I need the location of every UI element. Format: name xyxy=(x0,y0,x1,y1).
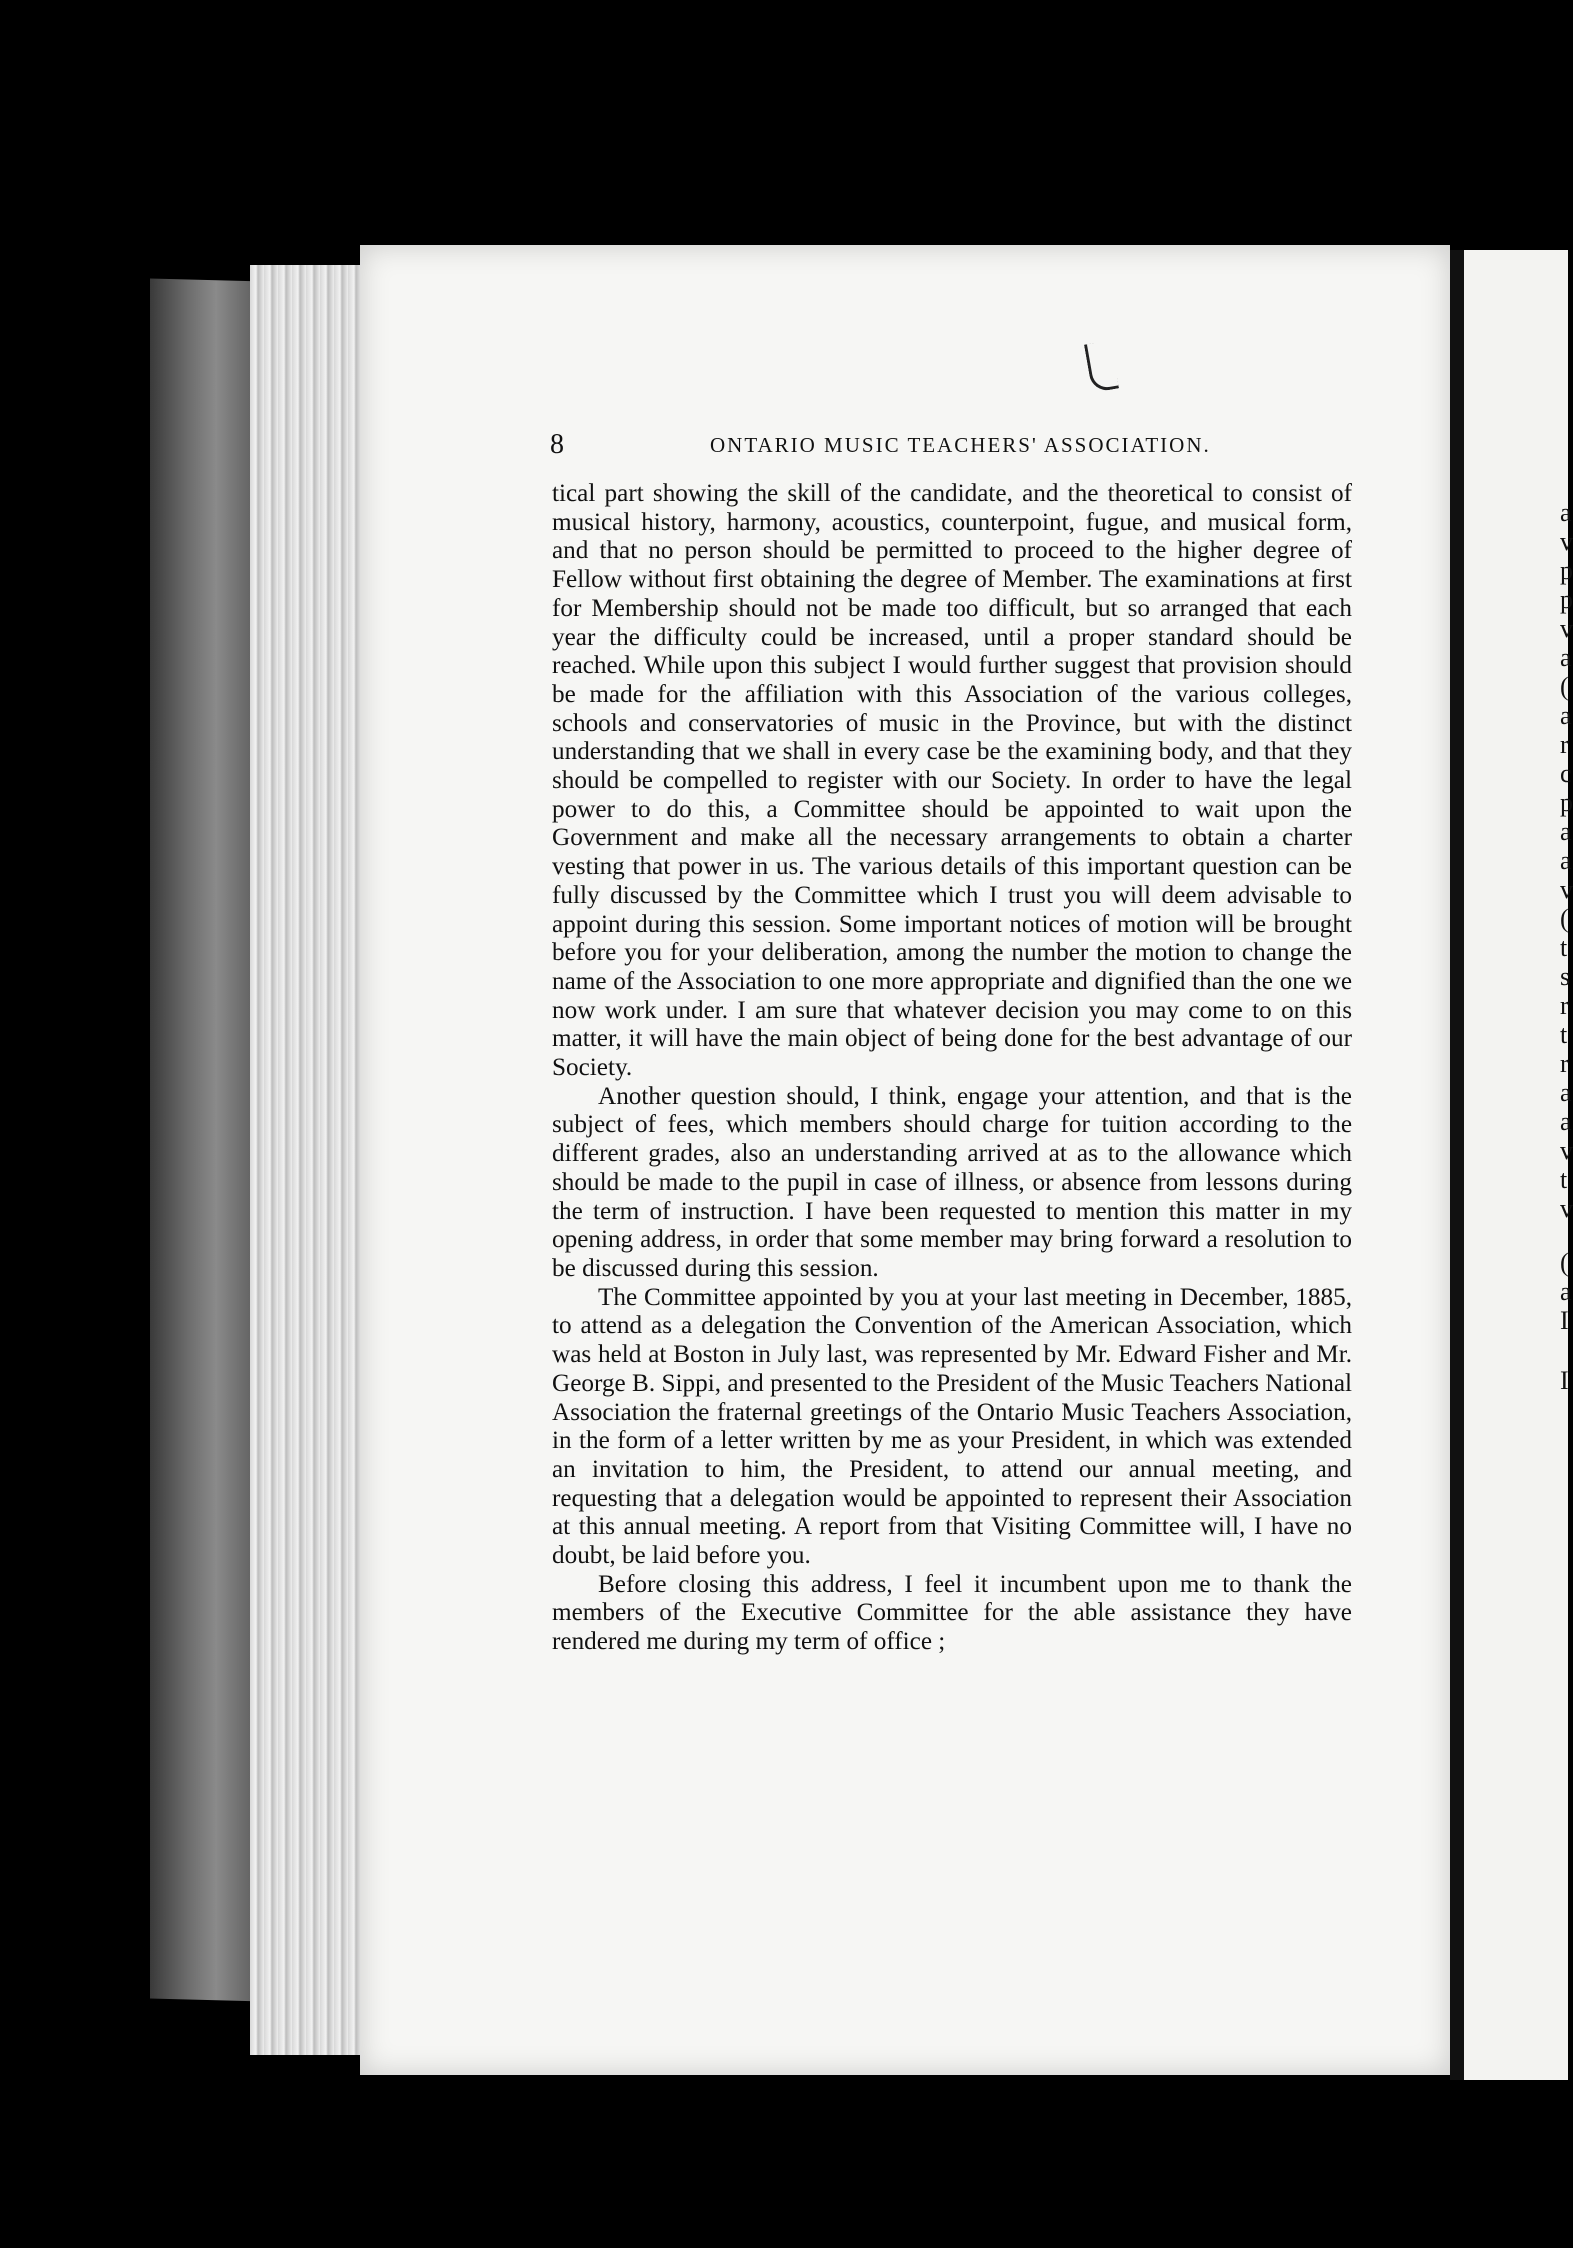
page-edges xyxy=(250,265,370,2055)
facing-page-fragment: a xyxy=(1560,846,1572,875)
body-text xyxy=(552,480,1352,1657)
facing-page-fragment: ( xyxy=(1560,1248,1569,1277)
facing-page-fragment: a xyxy=(1560,1078,1572,1107)
facing-page-fragment: a xyxy=(1560,701,1572,730)
facing-page-fragment: t xyxy=(1560,1020,1568,1049)
facing-page-fragment: a xyxy=(1560,817,1572,846)
facing-page-fragment: v xyxy=(1560,614,1573,643)
paragraph: Another question should, I think, engage your attention, and that is the subject of fees, which members should charge for tuition according to the different grades, also an understanding arrived at as to the allowance which should be made to the pupil in case of illness, or absence from lessons during the term of instruction. I have been requested to mention this matter in my opening address, in order that some member may bring forward a resolution to be discussed during this session. xyxy=(552,1082,1352,1282)
facing-page-fragment: v xyxy=(1560,527,1573,556)
facing-page xyxy=(1464,250,1573,2080)
paragraph: The Committee appointed by you at your last meeting in December, 1885, to attend as a delegation the Convention of the American Association, which was held at Boston in July last, was represented by Mr. Edward Fisher and Mr. George B. Sippi, and presented to the President of the Music Teachers National Association the fraternal greetings of the Ontario Music Teachers Association, in the form of a letter written by me as your President, in which was extended an invitation to him, the President, to attend our annual meeting, and requesting that a delegation would be appointed to represent their Association at this annual meeting. A report from that Visiting Committee will, I have no doubt, be laid before you. xyxy=(552,1283,1352,1570)
book-spine xyxy=(150,279,260,2002)
facing-page-fragment: a xyxy=(1560,498,1572,527)
facing-page-fragment: I xyxy=(1560,1366,1569,1395)
facing-page-fragment: v xyxy=(1560,875,1573,904)
facing-page-fragment: t xyxy=(1560,933,1568,962)
facing-page-fragment: ( xyxy=(1560,672,1569,701)
facing-page-fragment: a xyxy=(1560,643,1572,672)
facing-page-fragment: s xyxy=(1560,962,1571,991)
facing-page-fragment: r xyxy=(1560,991,1569,1020)
facing-page-fragment: I xyxy=(1560,1306,1569,1335)
facing-page-fragment: p xyxy=(1560,556,1573,585)
paragraph: tical part showing the skill of the candidate, and the theoretical to consist of musical history, harmony, acoustics, counterpoint, fugue, and musical form, and that no person should be permitted to proceed to the higher degree of Fellow without first obtaining the degree of Member. The examinations at first for Membership should not be made too difficult, but so arranged that each year the difficulty could be increased, until a proper standard should be reached. While upon this subject I would further suggest that provision should be made for the affiliation with this Association of the various colleges, schools and conservatories of music in the Province, but with the distinct understanding that we shall in every case be the examining body, and that they should be compelled to register with our Society. In order to have the legal power to do this, a Committee should be appointed to wait upon the Government and make all the necessary arrangements to obtain a charter vesting that power in us. The various details of this important question can be fully discussed by the Committee which I trust you will deem advisable to appoint during this session. Some important notices of motion will be brought before you for your deliberation, among the number the motion to change the name of the Association to one more appropriate and dignified than the one we now work under. I am sure that whatever decision you may come to on this matter, it will have the main object of being done for the best advantage of our Society. xyxy=(552,480,1352,1082)
facing-page-fragment: c xyxy=(1560,759,1572,788)
facing-page-fragment: a xyxy=(1560,1107,1572,1136)
paragraph: Before closing this address, I feel it incumbent upon me to thank the members of the Executive Committee for the able assistance they have rendered me during my term of office ; xyxy=(552,1570,1352,1656)
facing-page-fragment: r xyxy=(1560,730,1569,759)
facing-page-fragment: v xyxy=(1560,1136,1573,1165)
facing-page-fragment: p xyxy=(1560,788,1573,817)
page-number: 8 xyxy=(550,429,564,460)
page-gutter xyxy=(1450,250,1464,2080)
facing-page-fragment: v xyxy=(1560,1194,1573,1223)
facing-page-fragment: ( xyxy=(1560,904,1569,933)
facing-page-fragment: a xyxy=(1560,1277,1572,1306)
running-head xyxy=(550,429,1450,469)
running-title: ONTARIO MUSIC TEACHERS' ASSOCIATION. xyxy=(710,433,1211,457)
facing-page-fragment: p xyxy=(1560,585,1573,614)
facing-page-fragment: t xyxy=(1560,1165,1568,1194)
facing-page-fragment: r xyxy=(1560,1049,1569,1078)
